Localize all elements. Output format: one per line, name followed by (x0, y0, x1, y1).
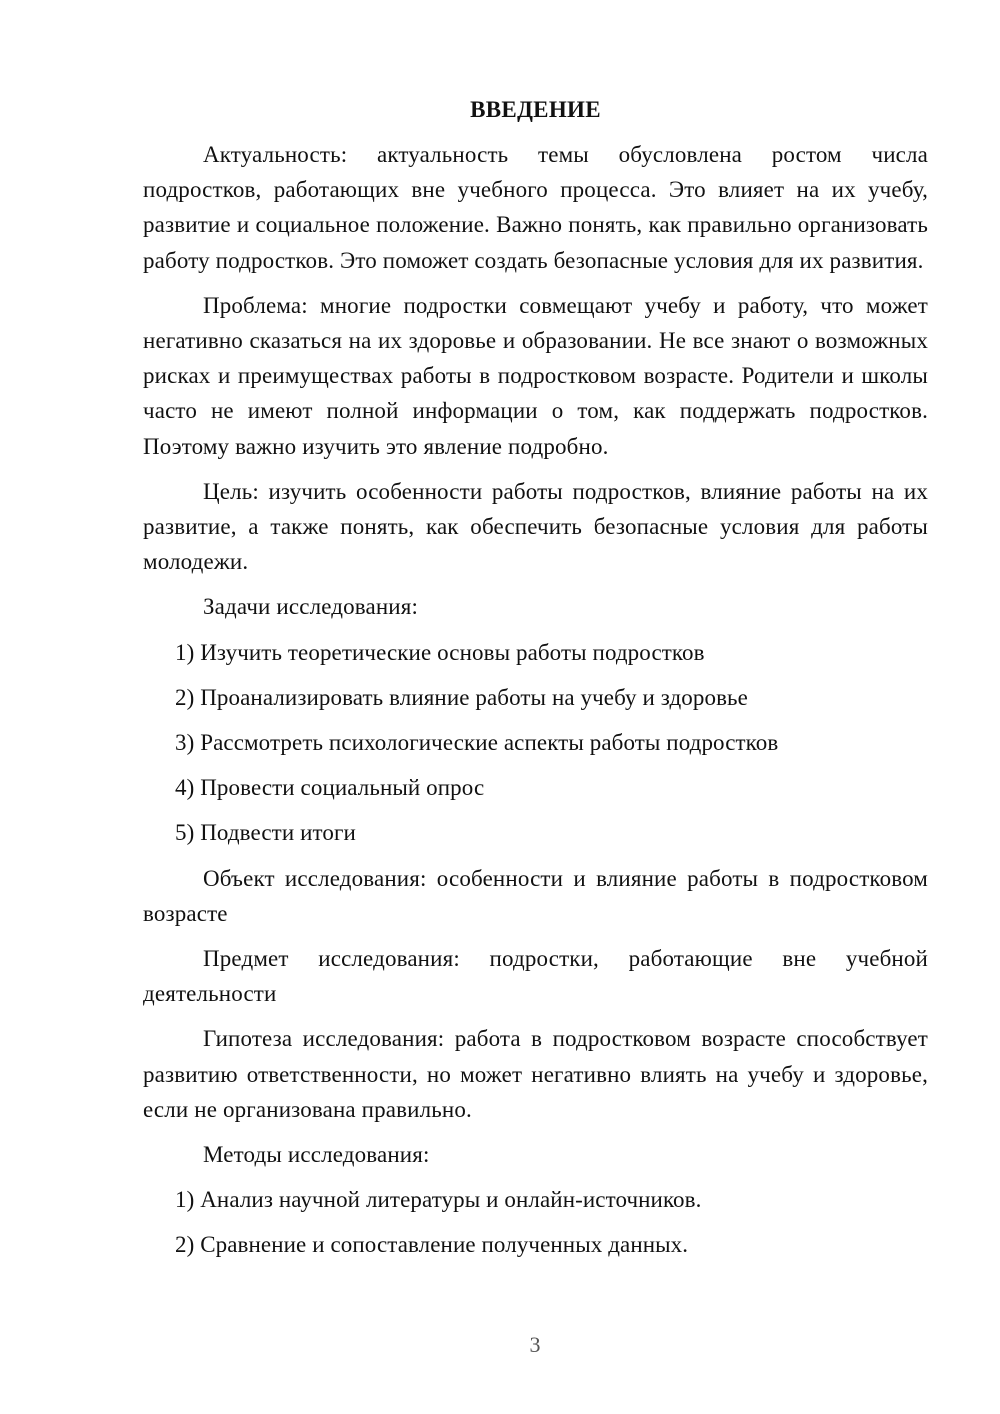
list-item: 2) Сравнение и сопоставление полученных данных. (175, 1232, 689, 1258)
list-item: 1) Анализ научной литературы и онлайн-источников. (175, 1187, 702, 1213)
list-item: 5) Подвести итоги (175, 820, 356, 846)
list-item: 4) Провести социальный опрос (175, 775, 485, 801)
subject-paragraph: Предмет исследования: подростки, работающие вне учебной деятельности (143, 946, 928, 1007)
object-paragraph: Объект исследования: особенности и влияние работы в подростковом возрасте (143, 865, 928, 926)
methods-list (143, 1182, 928, 1262)
goal-paragraph: Цель: изучить особенности работы подростков, влияние работы на их развитие, а также понять, как обеспечить безопасные условия для работы молодежи. (143, 478, 928, 575)
tasks-list (143, 635, 928, 851)
list-item: 1) Изучить теоретические основы работы подростков (175, 639, 705, 665)
hypothesis-paragraph: Гипотеза исследования: работа в подростковом возрасте способствует развитию ответственности, но может негативно влиять на учебу и здоровье, если не организована правильно. (143, 1026, 928, 1122)
relevance-paragraph: Актуальность: актуальность темы обусловлена ростом числа подростков, работающих вне учебного процесса. Это влияет на их учебу, развитие и социальное положение. Важно понять, как правильно организовать работу подростков. Это поможет создать безопасные условия для их развития. (143, 142, 928, 273)
page-title: ВВЕДЕНИЕ (470, 97, 601, 122)
page-number: 3 (529, 1332, 541, 1357)
list-item: 2) Проанализировать влияние работы на учебу и здоровье (175, 684, 748, 710)
list-item: 3) Рассмотреть психологические аспекты работы подростков (175, 730, 779, 756)
problem-paragraph: Проблема: многие подростки совмещают учебу и работу, что может негативно сказаться на их здоровье и образовании. Не все знают о возможных рисках и преимуществах работы в подростковом возрасте. Родители и школы часто не имеют полной информации о том, как поддержать подростков. Поэтому важно изучить это явление подробно. (143, 292, 928, 459)
methods-heading: Методы исследования: (203, 1142, 430, 1168)
document-body (143, 92, 928, 1273)
tasks-heading: Задачи исследования: (203, 594, 419, 620)
